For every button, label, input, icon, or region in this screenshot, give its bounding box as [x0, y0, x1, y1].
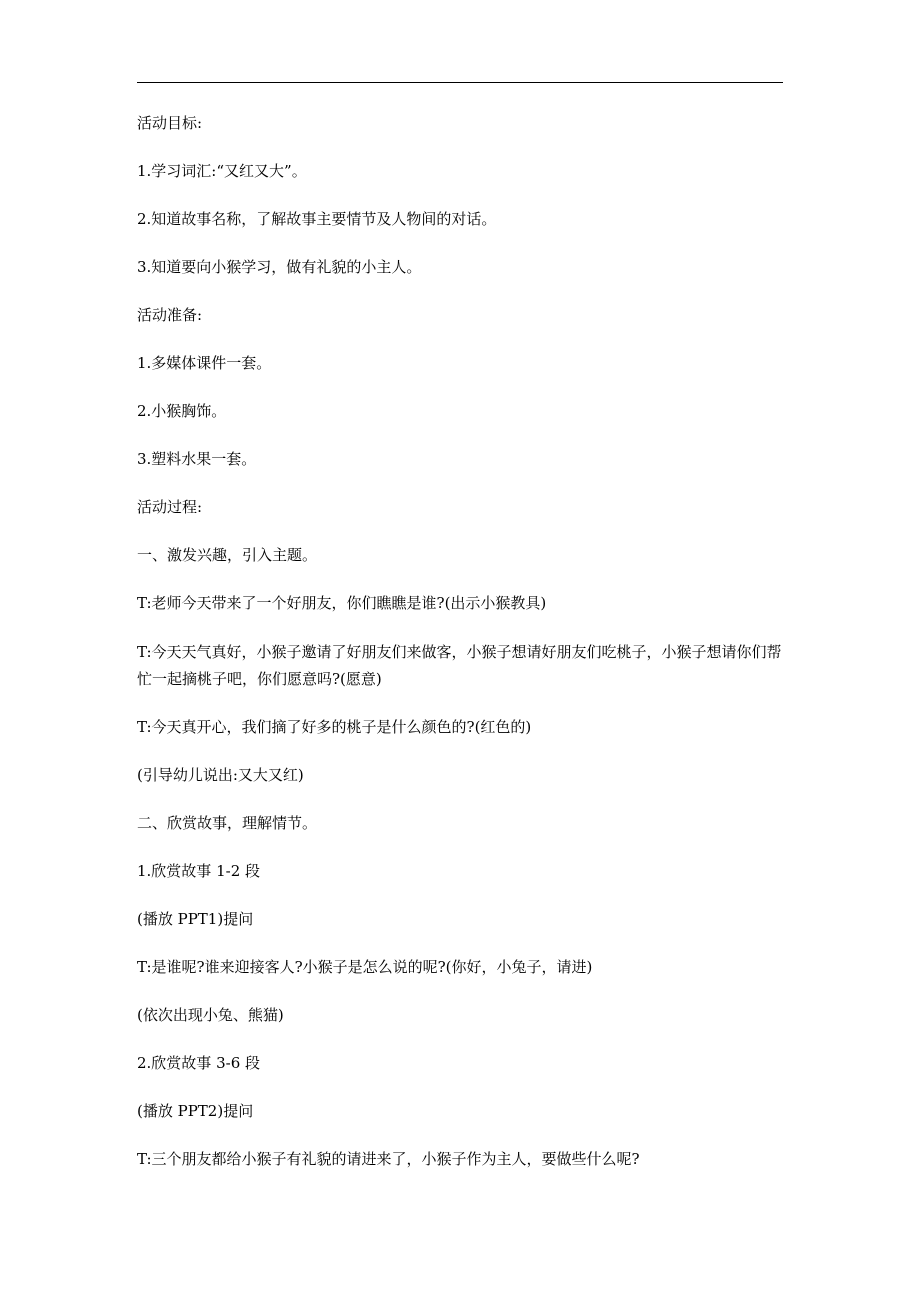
ppt-note: (播放 PPT2)提问 — [137, 1102, 254, 1120]
guidance-note: (依次出现小兔、熊猫) — [137, 1006, 284, 1024]
goal-item-3: 3.知道要向小猴学习，做有礼貌的小主人。 — [137, 258, 422, 276]
preparation-item-2: 2.小猴胸饰。 — [137, 402, 227, 420]
story-part-heading: 2.欣赏故事 3-6 段 — [137, 1054, 261, 1072]
guidance-note: (引导幼儿说出:又大又红) — [137, 766, 304, 784]
process-step-1-heading: 一、激发兴趣，引入主题。 — [137, 546, 318, 564]
teacher-line: T:今天真开心，我们摘了好多的桃子是什么颜色的?(红色的) — [137, 718, 532, 736]
section-heading-goals: 活动目标: — [137, 114, 203, 132]
section-heading-process: 活动过程: — [137, 498, 203, 516]
section-heading-preparation: 活动准备: — [137, 306, 203, 324]
teacher-line: T:是谁呢?谁来迎接客人?小猴子是怎么说的呢?(你好，小兔子，请进) — [137, 958, 593, 976]
process-step-2-heading: 二、欣赏故事，理解情节。 — [137, 814, 318, 832]
teacher-line: T:今天天气真好，小猴子邀请了好朋友们来做客，小猴子想请好朋友们吃桃子，小猴子想请你们帮忙一起摘桃子吧，你们愿意吗?(愿意) — [137, 643, 782, 688]
teacher-line: T:三个朋友都给小猴子有礼貌的请进来了，小猴子作为主人，要做些什么呢? — [137, 1150, 640, 1168]
teacher-line: T:老师今天带来了一个好朋友，你们瞧瞧是谁?(出示小猴教具) — [137, 594, 547, 612]
story-part-heading: 1.欣赏故事 1-2 段 — [137, 862, 261, 880]
preparation-item-1: 1.多媒体课件一套。 — [137, 354, 272, 372]
document-body — [137, 111, 783, 1195]
header-rule — [137, 82, 783, 83]
goal-item-1: 1.学习词汇:“又红又大”。 — [137, 162, 307, 180]
ppt-note: (播放 PPT1)提问 — [137, 910, 254, 928]
preparation-item-3: 3.塑料水果一套。 — [137, 450, 257, 468]
goal-item-2: 2.知道故事名称，了解故事主要情节及人物间的对话。 — [137, 210, 497, 228]
